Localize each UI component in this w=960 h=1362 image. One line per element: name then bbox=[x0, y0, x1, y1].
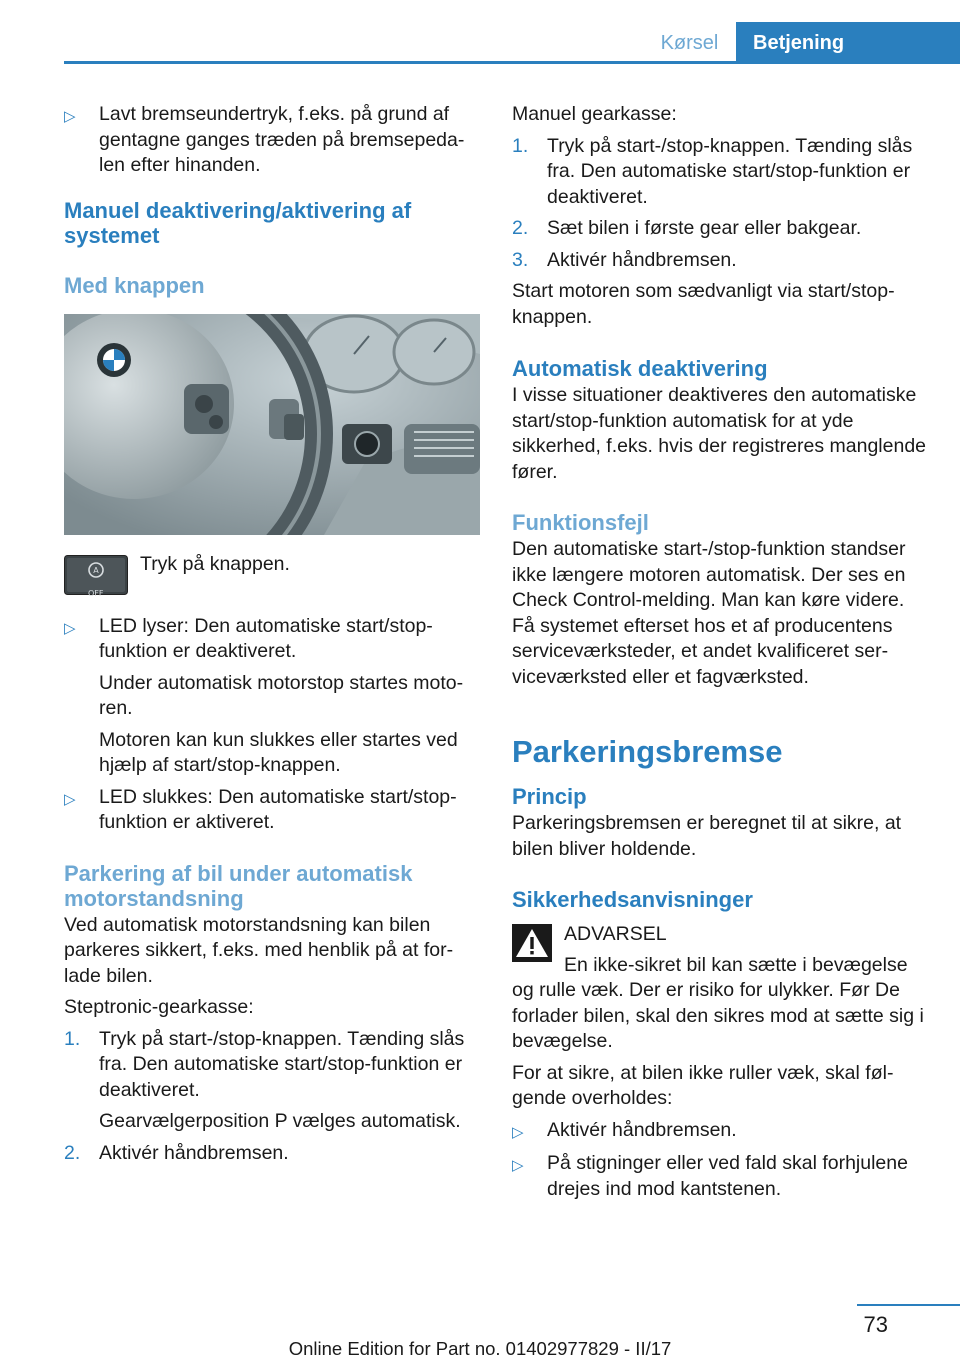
triangle-bullet-icon: ▷ bbox=[512, 1157, 524, 1174]
header-tab-chapter[interactable]: Kørsel bbox=[660, 32, 719, 54]
heading-parking-brake: Parkeringsbremse bbox=[512, 734, 783, 769]
heading-parking: Parkering af bil under automatisk motorstandsning bbox=[64, 860, 413, 911]
page-footer bbox=[0, 1304, 960, 1362]
step-text: Sæt bilen i første gear eller bakgear. bbox=[547, 217, 862, 239]
bullet-item bbox=[512, 1118, 928, 1146]
bullet-item bbox=[64, 102, 478, 179]
numbered-item bbox=[512, 248, 928, 274]
warning-title: ADVARSEL bbox=[564, 923, 667, 945]
bullet-text: Lavt bremseundertryk, f.eks. på grund af gentagne ganges træden på bremsepedalen efter hinanden. bbox=[99, 103, 465, 176]
edition-label: Online Edition for Part no. 01402977829 - II/17 bbox=[288, 1338, 672, 1359]
triangle-bullet-icon: ▷ bbox=[512, 1123, 524, 1141]
step-text: Tryk på start-/stop-knappen. Tænding slås fra. Den automatiske start/stop-funktion er deaktiveret. bbox=[547, 134, 913, 208]
step-number: 2. bbox=[512, 217, 529, 239]
page-number: 73 bbox=[863, 1312, 888, 1337]
step-text: Aktivér håndbremsen. bbox=[547, 248, 737, 271]
numbered-item bbox=[64, 1027, 478, 1104]
paragraph: Manuel gearkasse: bbox=[512, 103, 677, 125]
heading-manual-deactivation: Manuel deaktivering/aktivering af systemet bbox=[64, 197, 412, 248]
paragraph: Steptronic-gearkasse: bbox=[64, 996, 254, 1018]
heading-principle: Princip bbox=[512, 784, 587, 809]
sub-paragraph: Motoren kan kun slukkes eller startes ved hjælp af start/stop-knappen. bbox=[99, 728, 458, 776]
paragraph: For at sikre, at bilen ikke ruller væk, skal følgende overholdes: bbox=[512, 1061, 894, 1109]
heading-with-button: Med knappen bbox=[64, 272, 205, 298]
warning-block bbox=[512, 922, 928, 978]
svg-text:A: A bbox=[93, 565, 99, 575]
heading-safety: Sikkerhedsanvisninger bbox=[512, 887, 753, 912]
numbered-item bbox=[512, 134, 928, 211]
step-number: 1. bbox=[512, 134, 529, 157]
footer-rule bbox=[857, 1304, 960, 1306]
step-number: 2. bbox=[64, 1141, 81, 1164]
heading-malfunction: Funktionsfejl bbox=[512, 510, 649, 535]
step-number: 3. bbox=[512, 248, 529, 271]
triangle-bullet-icon: ▷ bbox=[64, 108, 76, 125]
warning-triangle-icon bbox=[512, 924, 552, 962]
button-icon-label: OFF bbox=[88, 588, 104, 598]
bullet-text: LED lyser: Den automatiske start/stop-funktion er deaktiveret. bbox=[99, 614, 433, 662]
step-text: Aktivér håndbremsen. bbox=[99, 1141, 289, 1164]
numbered-item bbox=[512, 216, 928, 242]
paragraph: Parkeringsbremsen er beregnet til at sikre, at bilen bliver holdende. bbox=[512, 812, 902, 860]
paragraph: I visse situationer deaktiveres den automatiske start/stop-funktion automatisk for at yde sikkerhed, f.eks. hvis der registreres manglende fører. bbox=[512, 384, 927, 483]
paragraph: Den automatiske start-/stop-funktion standser ikke længere motoren automatisk. Der ses en Check Control-melding. Man kan køre videre. Få systemet efterset hos et af producentens serviceværksteder, et andet kvalificeret serviceværksted eller et fagværksted. bbox=[512, 538, 906, 688]
step-text: Tryk på start-/stop-knappen. Tænding slås fra. Den automatiske start/stop-funktion er deaktiveret. bbox=[99, 1027, 465, 1101]
bullet-text: På stigninger eller ved fald skal forhjulene drejes ind mod kantstenen. bbox=[547, 1152, 908, 1200]
warning-text: og rulle væk. Der er risiko for ulykker. Før De forlader bilen, skal den sikres mod at sætte sig i bevægelse. bbox=[512, 979, 924, 1052]
button-instruction bbox=[64, 552, 478, 598]
auto-start-stop-off-button-icon bbox=[64, 555, 128, 598]
paragraph: Start motoren som sædvanligt via start/stop-knappen. bbox=[512, 280, 895, 328]
triangle-bullet-icon: ▷ bbox=[64, 790, 76, 808]
warning-text-first: En ikke-sikret bil kan sætte i bevægelse bbox=[564, 953, 908, 976]
bullet-text: LED slukkes: Den automatiske start/stop-funktion er aktiveret. bbox=[99, 785, 457, 833]
steering-wheel-photo bbox=[64, 314, 480, 535]
dashboard-illustration bbox=[64, 314, 480, 535]
numbered-item bbox=[64, 1141, 478, 1167]
header-rule bbox=[64, 61, 960, 64]
bullet-text: Aktivér håndbremsen. bbox=[547, 1118, 737, 1141]
header-tab-section[interactable]: Betjening bbox=[736, 22, 960, 64]
bullet-item bbox=[512, 1151, 928, 1202]
sub-paragraph: Under automatisk motorstop startes motoren. bbox=[99, 671, 464, 719]
bullet-item bbox=[64, 614, 478, 665]
left-column bbox=[64, 102, 478, 1166]
triangle-bullet-icon: ▷ bbox=[64, 619, 76, 637]
right-column bbox=[512, 102, 928, 1202]
button-caption: Tryk på knappen. bbox=[140, 552, 290, 575]
paragraph: Ved automatisk motorstandsning kan bilen parkeres sikkert, f.eks. med henblik på at forlade bilen. bbox=[64, 913, 454, 987]
step-number: 1. bbox=[64, 1027, 81, 1050]
sub-paragraph: Gearvælgerposition P vælges automatisk. bbox=[99, 1110, 461, 1132]
bullet-item bbox=[64, 785, 478, 836]
heading-auto-deactivation: Automatisk deaktivering bbox=[512, 356, 768, 381]
